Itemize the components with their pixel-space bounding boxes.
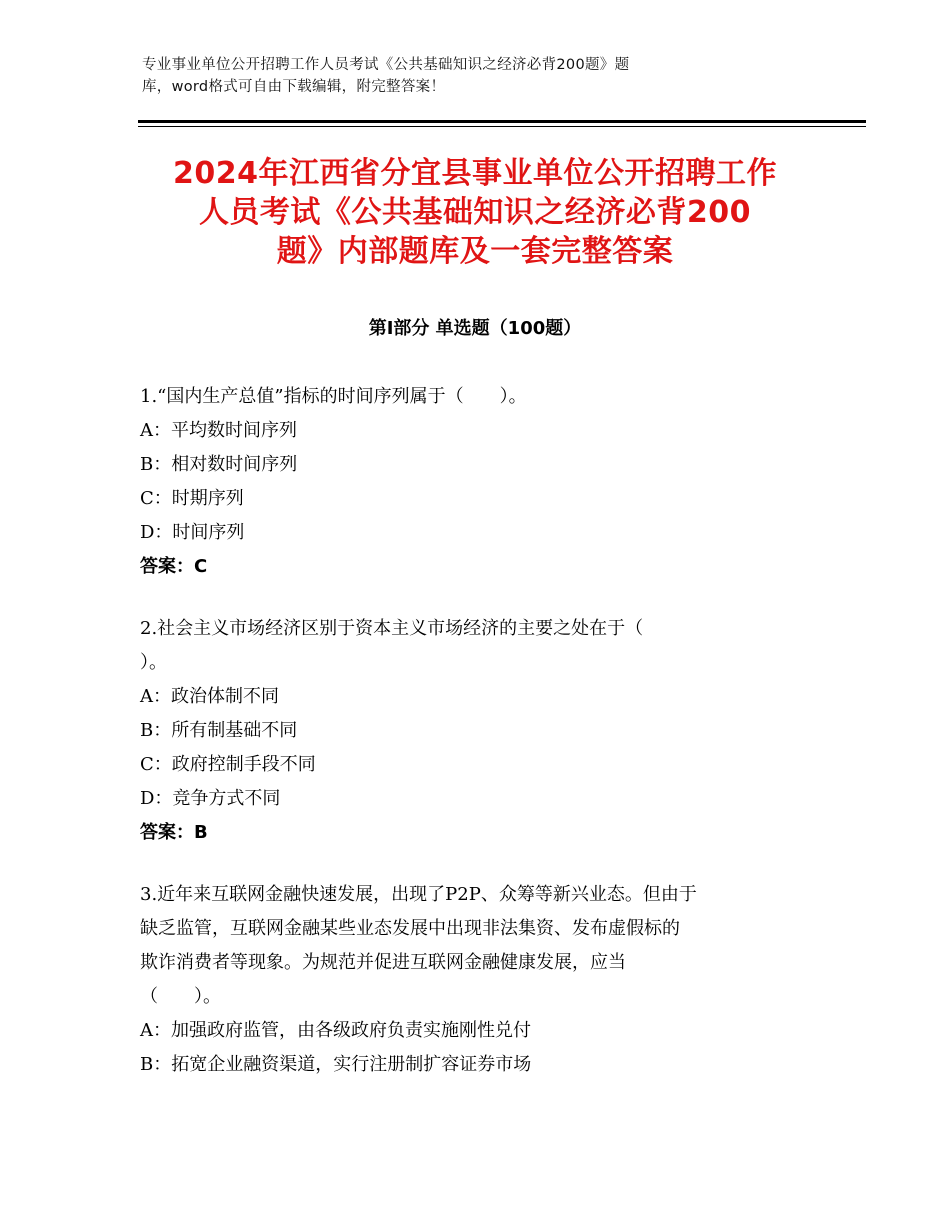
option-b: B：相对数时间序列 [140, 454, 298, 475]
option-c: C：时期序列 [140, 488, 244, 509]
option-c: C：政府控制手段不同 [140, 754, 316, 775]
option-a: A：加强政府监管，由各级政府负责实施刚性兑付 [140, 1020, 531, 1041]
title-line-3: 题》内部题库及一套完整答案 [276, 234, 674, 269]
header-line-1: 专业事业单位公开招聘工作人员考试《公共基础知识之经济必背200题》题 [142, 57, 630, 73]
document-header [142, 54, 792, 98]
option-b: B：拓宽企业融资渠道，实行注册制扩容证券市场 [140, 1054, 532, 1075]
question-2 [140, 612, 820, 850]
header-rule-thin [138, 126, 866, 127]
title-line-2: 人员考试《公共基础知识之经济必背200 [198, 195, 752, 230]
question-stem-cont: （ ）。 [140, 986, 221, 1007]
option-a: A：平均数时间序列 [140, 420, 297, 441]
question-stem: 1.“国内生产总值”指标的时间序列属于（ ）。 [140, 386, 527, 407]
question-list [140, 380, 820, 1110]
question-3 [140, 878, 820, 1082]
section-heading: 第Ⅰ部分 单选题（100题） [368, 318, 582, 339]
option-d: D：竞争方式不同 [140, 788, 281, 809]
question-stem: 3.近年来互联网金融快速发展，出现了P2P、众筹等新兴业态。但由于 [140, 884, 697, 905]
header-rule-thick [138, 120, 866, 123]
option-d: D：时间序列 [140, 522, 245, 543]
answer: 答案：C [140, 556, 208, 577]
question-stem-cont: 欺诈消费者等现象。为规范并促进互联网金融健康发展，应当 [140, 952, 626, 973]
question-stem-cont: 缺乏监管，互联网金融某些业态发展中出现非法集资、发布虚假标的 [140, 918, 680, 939]
option-b: B：所有制基础不同 [140, 720, 298, 741]
header-line-2: 库，word格式可自由下载编辑，附完整答案！ [142, 79, 446, 95]
question-stem: 2.社会主义市场经济区别于资本主义市场经济的主要之处在于（ [140, 618, 644, 639]
question-stem-cont: ）。 [140, 652, 167, 673]
document-title [130, 154, 820, 271]
title-line-1: 2024年江西省分宜县事业单位公开招聘工作 [173, 156, 777, 191]
option-a: A：政治体制不同 [140, 686, 279, 707]
answer: 答案：B [140, 822, 208, 843]
question-1 [140, 380, 820, 584]
